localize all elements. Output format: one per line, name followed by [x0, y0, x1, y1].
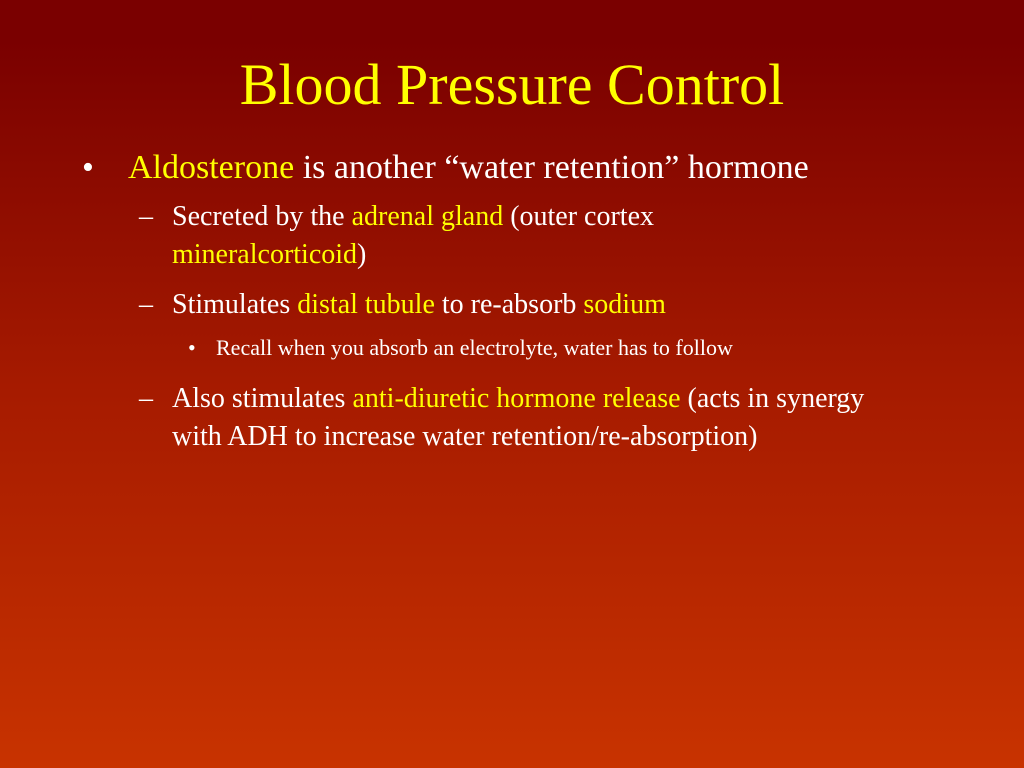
highlight-sodium: sodium	[583, 289, 666, 320]
sub-bullet-text: to re-absorb	[434, 289, 584, 320]
highlight-adrenal-gland: adrenal gland	[351, 201, 504, 232]
sub-bullet-text: )	[357, 239, 367, 270]
slide-title: Blood Pressure Control	[239, 52, 785, 117]
highlight-aldosterone: Aldosterone	[128, 149, 295, 186]
bullet-dot-icon: •	[188, 335, 196, 360]
highlight-mineralcorticoid: mineralcorticoid	[172, 239, 358, 270]
bullet-dot-icon: •	[82, 149, 94, 186]
sub-bullet-text: (outer cortex	[503, 201, 655, 232]
sub-bullet-stimulates	[82, 286, 852, 324]
highlight-distal-tubule: distal tubule	[297, 289, 435, 320]
dash-icon: –	[139, 383, 153, 414]
bullet-aldosterone	[82, 148, 982, 188]
dash-icon: –	[139, 201, 153, 232]
sub-sub-bullet-recall	[82, 334, 982, 362]
sub-bullet-text: Also stimulates	[172, 383, 353, 414]
bullet-text: is another “water retention” hormone	[294, 149, 809, 186]
sub-bullet-text: Stimulates	[172, 289, 298, 320]
dash-icon: –	[139, 289, 153, 320]
highlight-adh-release: anti-diuretic hormone release	[352, 383, 681, 414]
sub-bullet-text: Secreted by the	[172, 201, 352, 232]
sub-bullet-text: (acts in synergy with ADH to increase water retention/re-absorption)	[172, 383, 865, 452]
slide-content	[82, 148, 982, 468]
sub-bullet-secreted	[82, 198, 852, 274]
sub-bullet-also-stimulates	[82, 380, 892, 456]
sub-sub-bullet-text: Recall when you absorb an electrolyte, water has to follow	[216, 335, 733, 360]
